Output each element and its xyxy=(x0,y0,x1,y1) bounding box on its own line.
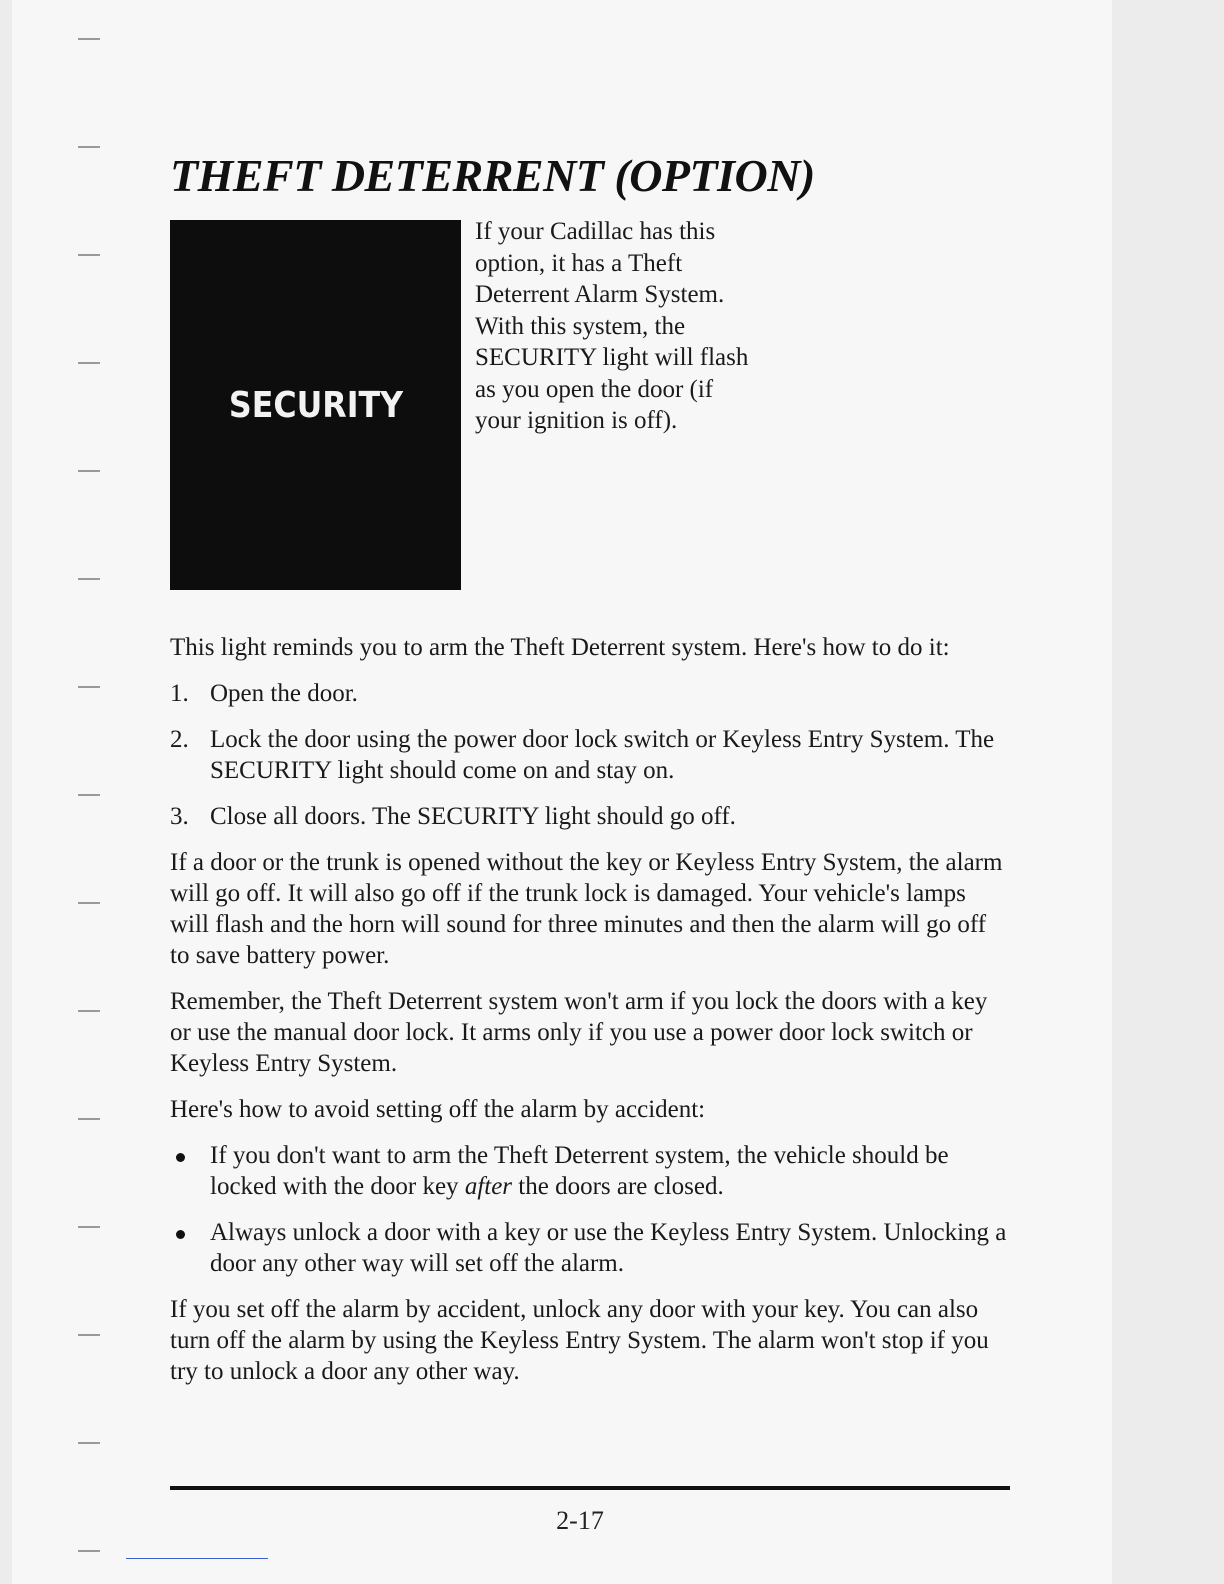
step-item xyxy=(170,678,1010,709)
bullet-text xyxy=(210,1140,1010,1202)
margin-tick xyxy=(78,146,100,148)
margin-tick xyxy=(78,254,100,256)
margin-tick-marks xyxy=(78,0,100,1584)
security-indicator-label: SECURITY xyxy=(228,384,403,426)
bullet-icon xyxy=(170,1217,210,1279)
margin-tick xyxy=(78,1226,100,1228)
paragraph-accidental-alarm: If you set off the alarm by accident, unlock any door with your key. You can also turn off the alarm by using the Keyless Entry System. The alarm won't stop if you try to unlock a door any other way. xyxy=(170,1296,989,1385)
step-number: 2. xyxy=(170,726,189,753)
step-text: Open the door. xyxy=(210,680,358,707)
paragraph-avoid-intro: Here's how to avoid setting off the alarm by accident: xyxy=(170,1096,706,1123)
step-number: 1. xyxy=(170,680,189,707)
margin-tick xyxy=(78,578,100,580)
section-title: THEFT DETERRENT (OPTION) xyxy=(170,150,815,201)
bullet-item xyxy=(170,1140,1010,1202)
step-item xyxy=(170,801,1010,832)
paragraph-remember: Remember, the Theft Deterrent system won't arm if you lock the doors with a key or use the manual door lock. It arms only if you use a power door lock switch or Keyless Entry System. xyxy=(170,988,988,1077)
bullet-text-part: If you don't want to arm the Theft Deterrent system, the vehicle should be locked with the door key xyxy=(210,1142,949,1200)
margin-tick xyxy=(78,1010,100,1012)
link-underline xyxy=(126,1558,268,1559)
body-text xyxy=(170,632,1010,1402)
margin-tick xyxy=(78,902,100,904)
margin-tick xyxy=(78,1442,100,1444)
margin-tick xyxy=(78,362,100,364)
intro-paragraph: If your Cadillac has this option, it has a Theft Deterrent Alarm System. With this system, the SECURITY light will flash as you open the door (if your ignition is off). xyxy=(475,218,749,434)
step-text: Close all doors. The SECURITY light should go off. xyxy=(210,803,736,830)
footer-rule xyxy=(170,1486,1010,1490)
page-number: 2-17 xyxy=(556,1506,604,1535)
security-indicator-illustration xyxy=(170,220,461,590)
step-number: 3. xyxy=(170,803,189,830)
margin-tick xyxy=(78,686,100,688)
bullet-text: Always unlock a door with a key or use the Keyless Entry System. Unlocking a door any other way will set off the alarm. xyxy=(210,1219,1007,1277)
margin-tick xyxy=(78,1550,100,1552)
step-text: Lock the door using the power door lock switch or Keyless Entry System. The SECURITY light should come on and stay on. xyxy=(210,726,995,784)
bullet-text-part: the doors are closed. xyxy=(512,1173,724,1200)
bullet-icon xyxy=(170,1140,210,1202)
manual-page xyxy=(12,0,1112,1584)
step-item xyxy=(170,724,1010,786)
bullet-item xyxy=(170,1217,1010,1279)
margin-tick xyxy=(78,794,100,796)
margin-tick xyxy=(78,470,100,472)
margin-tick xyxy=(78,1334,100,1336)
bullet-emphasis: after xyxy=(464,1173,513,1200)
margin-tick xyxy=(78,1118,100,1120)
margin-tick xyxy=(78,38,100,40)
paragraph-alarm-trigger: If a door or the trunk is opened without the key or Keyless Entry System, the alarm will go off. It will also go off if the trunk lock is damaged. Your vehicle's lamps will flash and the horn will sound for three minutes and then the alarm will go off to save battery power. xyxy=(170,849,1003,969)
paragraph-arm-reminder: This light reminds you to arm the Theft Deterrent system. Here's how to do it: xyxy=(170,634,950,661)
